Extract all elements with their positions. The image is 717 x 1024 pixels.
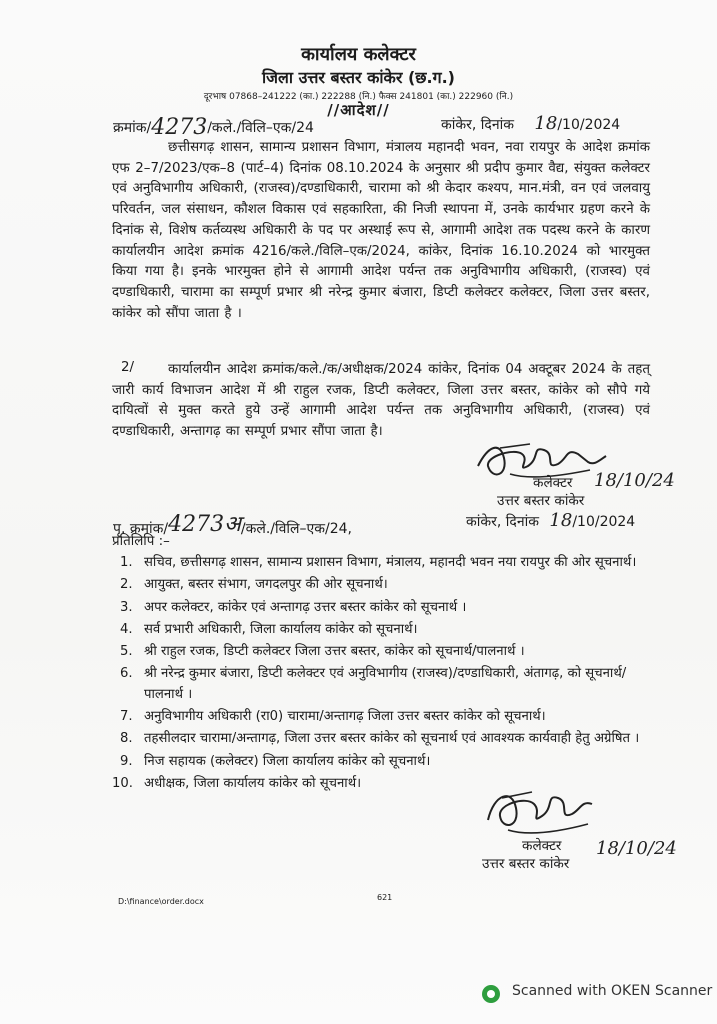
body-paragraph-1: छत्तीसगढ़ शासन, सामान्य प्रशासन विभाग, मंत्रालय महानदी भवन, नवा रायपुर के आदेश क्रमांक एफ 2–7/2023/एक–8 (पार्ट–4) दिनांक 08.10.2024 के अनुसार श्री प्रदीप कुमार वैद्य, संयुक्त कलेक्टर एवं अनुविभागीय अधिकारी, (राजस्व)/दण्डाधिकारी, चारामा को श्री केदार कश्यप, मान.मंत्री, वन एवं जलवायु परिवर्तन, जल संसाधन, कौशल विकास एवं सहकारिता, की निजी स्थापना में, उनके कार्यभार ग्रहण करने के दिनांक से, विशेष कर्तव्यस्थ अधिकारी के पद पर अस्थाई रूप से, आगामी आदेश तक पदस्थ करने के कारण कार्यालयीन आदेश क्रमांक 4216/कले./विलि–एक/2024, कांकेर, दिनांक 16.10.2024 को भारमुक्त किया गया है। इनके भारमुक्त होने से आगामी आदेश पर्यन्त तक अनुविभागीय अधिकारी, (राजस्व) एवं दण्डाधिकारी, चारामा का सम्पूर्ण प्रभार श्री नरेन्द्र कुमार बंजारा, डिप्टी कलेक्टर कलेक्टर, जिला उत्तर बस्तर, कांकेर को सौंपा जाता है । xyxy=(112,140,650,321)
list-item-number: 10. xyxy=(112,775,133,791)
list-item-number: 4. xyxy=(120,621,133,637)
list-item-text: सर्व प्रभारी अधिकारी, जिला कार्यालय कांकेर को सूचनार्थ। xyxy=(144,621,418,637)
ref-date-2 xyxy=(466,510,635,531)
ref2-label: पृ. क्रमांक/ xyxy=(113,521,169,537)
page-number: 621 xyxy=(377,893,393,902)
scanner-logo-icon xyxy=(482,985,500,1003)
signature-1-designation: कलेक्टर xyxy=(533,475,573,491)
ref-date-rest: /10/2024 xyxy=(557,117,621,133)
ref-date-1 xyxy=(441,113,620,134)
ref-suffix: /कले./विलि–एक/24 xyxy=(207,120,314,136)
contact-line: दूरभाष 07868–241222 (का.) 222288 (नि.) फैक्स 241801 (का.) 222960 (नि.) xyxy=(203,92,514,102)
list-item xyxy=(112,752,652,772)
list-item-text: अधीक्षक, जिला कार्यालय कांकेर को सूचनार्थ। xyxy=(144,775,362,791)
list-item-text: आयुक्त, बस्तर संभाग, जगदलपुर की ओर सूचनार्थ। xyxy=(144,577,388,593)
body-paragraph-2: कार्यालयीन आदेश क्रमांक/कले./क/अधीक्षक/2024 कांकेर, दिनांक 04 अक्टूबर 2024 के तहत् जारी कार्य विभाजन आदेश में श्री राहुल रजक, डिप्टी कलेक्टर, जिला उत्तर बस्तर, कांकेर को सौपे गये दायित्वों से मुक्त करते हुये उन्हें आगामी आदेश पर्यन्त तक अनुविभागीय अधिकारी, (राजस्व) एवं दण्डाधिकारी, अन्तागढ़ का सम्पूर्ण प्रभार सौंपा जाता है। xyxy=(112,362,650,440)
list-item xyxy=(112,664,652,705)
cc-list xyxy=(112,553,652,796)
list-item-number: 8. xyxy=(120,731,133,747)
list-item-text: निज सहायक (कलेक्टर) जिला कार्यालय कांकेर को सूचनार्थ। xyxy=(144,753,431,769)
handwritten-ref2-number: 4273अ xyxy=(168,512,241,537)
district-heading: जिला उत्तर बस्तर कांकेर (छ.ग.) xyxy=(262,68,455,87)
signature-2-handwritten-date: 18/10/24 xyxy=(596,838,677,859)
ref2-date-rest: /10/2024 xyxy=(572,514,636,530)
list-item-number: 3. xyxy=(120,599,133,615)
handwritten-ref-number: 4273 xyxy=(151,115,208,140)
list-item xyxy=(112,620,652,640)
list-item xyxy=(112,729,652,749)
list-item-text: तहसीलदार चारामा/अन्तागढ़, जिला उत्तर बस्तर कांकेर को सूचनार्थ एवं आवश्यक कार्यवाही हेतु अग्रेषित । xyxy=(144,731,640,747)
list-item-number: 1. xyxy=(120,555,133,570)
list-item-number: 2. xyxy=(120,577,133,593)
list-item-number: 6. xyxy=(120,666,133,682)
list-item xyxy=(112,707,652,727)
ref-place-date: कांकेर, दिनांक xyxy=(441,117,514,133)
ref2-suffix: /कले./विलि–एक/24, xyxy=(240,521,353,537)
list-item-text: श्री नरेन्द्र कुमार बंजारा, डिप्टी कलेक्टर एवं अनुविभागीय (राजस्व)/दण्डाधिकारी, अंतागढ़, को सूचनार्थ/पालनार्थ । xyxy=(144,666,627,702)
office-heading: कार्यालय कलेक्टर xyxy=(301,44,416,65)
list-item-text: श्री राहुल रजक, डिप्टी कलेक्टर जिला उत्तर बस्तर, कांकेर को सूचनार्थ/पालनार्थ । xyxy=(144,644,525,660)
list-item-number: 7. xyxy=(120,709,133,725)
list-item-text: सचिव, छत्तीसगढ़ शासन, सामान्य प्रशासन विभाग, मंत्रालय, महानदी भवन नया रायपुर की ओर सूचनार्थ। xyxy=(144,555,637,570)
scanner-watermark: Scanned with OKEN Scanner xyxy=(512,983,713,999)
list-item-text: अपर कलेक्टर, कांकेर एवं अन्तागढ़ उत्तर बस्तर कांकेर को सूचनार्थ । xyxy=(144,599,467,615)
handwritten-date2-day: 18 xyxy=(549,510,573,531)
para2-number: 2/ xyxy=(121,360,135,375)
signature-1-handwritten-date: 18/10/24 xyxy=(594,470,675,491)
list-item xyxy=(112,553,652,573)
ref-label: क्रमांक/ xyxy=(113,120,152,136)
order-title: //आदेश// xyxy=(327,101,390,119)
list-item-number: 5. xyxy=(120,644,133,660)
signature-2-district: उत्तर बस्तर कांकेर xyxy=(482,856,570,872)
file-path: D:\finance\order.docx xyxy=(118,897,204,906)
list-item xyxy=(112,575,652,595)
signature-2-scribble xyxy=(478,780,598,840)
cc-title: प्रतिलिपि :– xyxy=(112,534,170,549)
handwritten-date-day: 18 xyxy=(534,113,558,134)
list-item-text: अनुविभागीय अधिकारी (रा0) चारामा/अन्तागढ़ जिला उत्तर बस्तर कांकेर को सूचनार्थ। xyxy=(144,709,546,725)
signature-1-district: उत्तर बस्तर कांकेर xyxy=(497,493,585,509)
signature-2-designation: कलेक्टर xyxy=(522,838,562,854)
list-item xyxy=(112,598,652,618)
ref-line-1 xyxy=(113,113,314,138)
ref2-place-date: कांकेर, दिनांक xyxy=(466,514,539,530)
list-item xyxy=(112,642,652,662)
list-item-number: 9. xyxy=(120,753,133,769)
